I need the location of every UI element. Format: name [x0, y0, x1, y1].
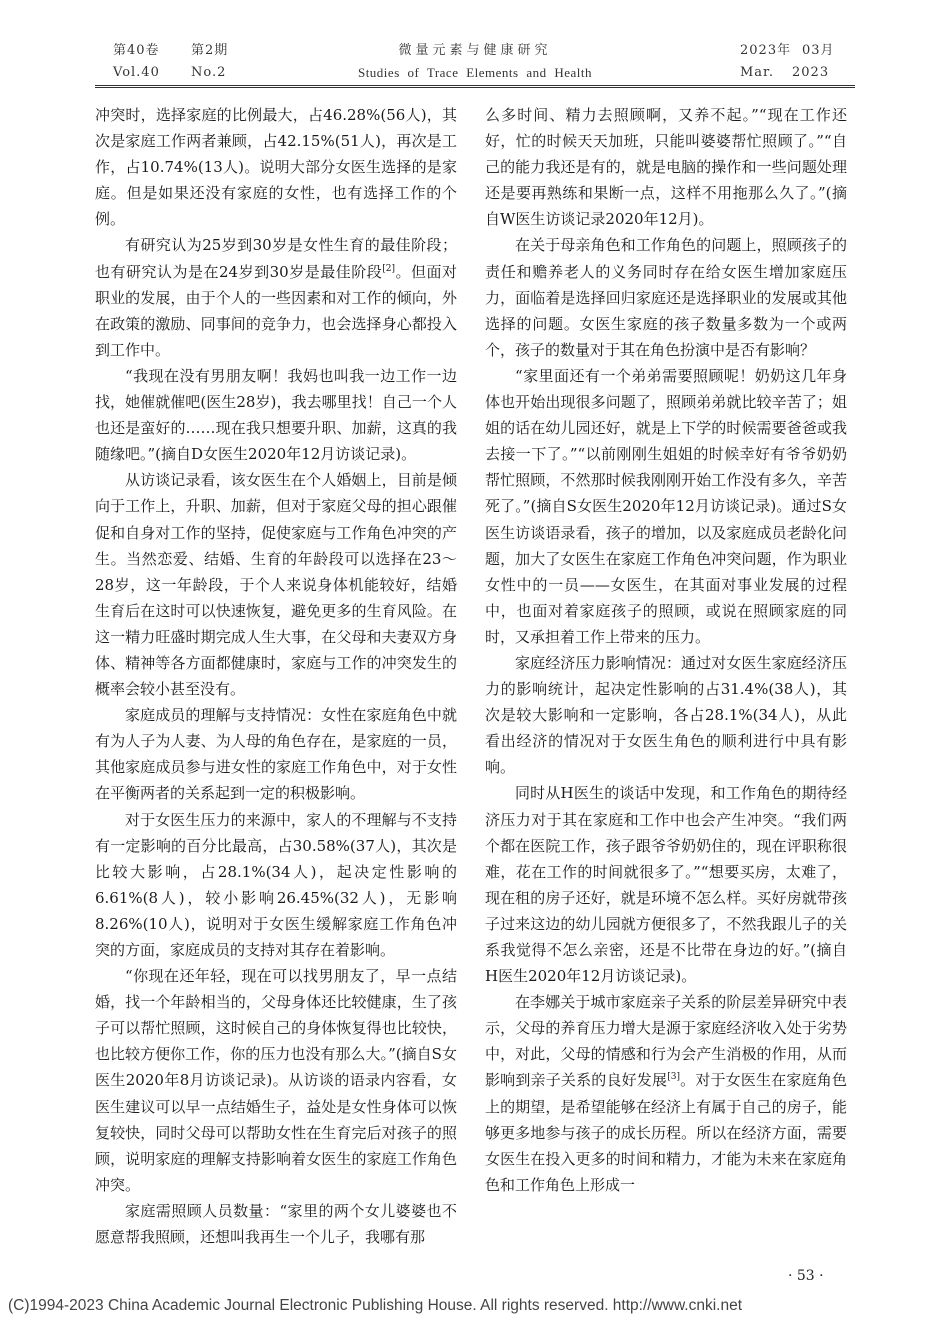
header-volume-issue — [113, 40, 313, 84]
header-rule-second — [95, 87, 855, 88]
paragraph — [485, 102, 847, 232]
header-date — [740, 40, 850, 84]
paragraph-text: 有研究认为25岁到30岁是女性生育的最佳阶段；也有研究认为是在24岁到30岁是最佳阶段 — [95, 236, 457, 281]
journal-title-cn: 微量元素与健康研究 — [398, 43, 552, 58]
paragraph — [95, 702, 457, 806]
paragraph-text: 在关于母亲角色和工作角色的问题上，照顾孩子的责任和赡养老人的义务同时存在给女医生增加家庭压力，面临着是选择回归家庭还是选择职业的发展或其他选择的问题。女医生家庭的孩子数量多数为一个或两个，孩子的数量对于其在角色扮演中是否有影响？ — [485, 236, 847, 359]
paragraph — [95, 807, 457, 964]
paragraph-text: 。对于女医生在家庭角色上的期望，是希望能够在经济上有属于自己的房子，能够更多地参与孩子的成长历程。所以在经济方面，需要女医生在投入更多的时间和精力，才能为未来在家庭角色和工作角色上形成一 — [485, 1071, 847, 1194]
paragraph — [485, 363, 847, 650]
citation-ref: [3] — [667, 1072, 680, 1083]
paragraph — [95, 1198, 457, 1250]
paragraph-text: “你现在还年轻，现在可以找男朋友了，早一点结婚，找一个年龄相当的，父母身体还比较健康，生了孩子可以帮忙照顾，这时候自己的身体恢复得也比较快，也比较方便你工作，你的压力也没有那么大。”(摘自S女医生2020年8月访谈记录)。从访谈的语录内容看，女医生建议可以早一点结婚生子，益处是女性身体可以恢复较快，同时父母可以帮助女性在生育完后对孩子的照顾，说明家庭的理解支持影响着女医生的家庭工作角色冲突。 — [95, 967, 457, 1194]
paragraph-text: 冲突时，选择家庭的比例最大，占46.28%(56人)，其次是家庭工作两者兼顾，占42.15%(51人)，再次是工作，占10.74%(13人)。说明大部分女医生选择的是家庭。但是如果还没有家庭的女性，也有选择工作的个例。 — [95, 106, 457, 229]
citation-ref: [2] — [382, 263, 395, 274]
issue-en: No.2 — [191, 65, 227, 80]
paragraph-text: 同时从H医生的谈话中发现，和工作角色的期待经济压力对于其在家庭和工作中也会产生冲突。“我们两个都在医院工作，孩子跟爷爷奶奶住的，现在评职称很难，花在工作的时间就很多了。”“想要买房，太难了，现在租的房子还好，就是环境不怎么样。买好房就带孩子过来这边的幼儿园就方便很多了，不然我跟儿子的关系我觉得不怎么亲密，还是不比带在身边的好。”(摘自H医生2020年12月访谈记录)。 — [485, 784, 847, 986]
paragraph — [95, 232, 457, 362]
header-rule — [95, 85, 855, 86]
paragraph-text: 么多时间、精力去照顾啊，又养不起。”“现在工作还好，忙的时候天天加班，只能叫婆婆帮忙照顾了。”“自己的能力我还是有的，就是电脑的操作和一些问题处理还是要再熟练和果断一点，这样不用拖那么久了。”(摘自W医生访谈记录2020年12月)。 — [485, 106, 847, 229]
copyright-footer: (C)1994-2023 China Academic Journal Electronic Publishing House. All rights reserved. http://www.cnki.net — [8, 1297, 743, 1314]
paragraph-text: 家庭经济压力影响情况：通过对女医生家庭经济压力的影响统计，起决定性影响的占31.4%(38人)，其次是较大影响和一定影响，各占28.1%(34人)，从此看出经济的情况对于女医生角色的顺利进行中具有影响。 — [485, 653, 847, 777]
paragraph — [95, 363, 457, 467]
paragraph — [95, 467, 457, 702]
paragraph-text: 对于女医生压力的来源中，家人的不理解与不支持有一定影响的百分比最高，占30.58%(37人)，其次是比较大影响，占28.1%(34人)，起决定性影响的6.61%(8人)，较小影响26.45%(32人)，无影响8.26%(10人)，说明对于女医生缓解家庭工作角色冲突的方面，家庭成员的支持对其存在着影响。 — [95, 810, 457, 959]
header-journal — [315, 40, 635, 84]
paragraph-text: 在李娜关于城市家庭亲子关系的阶层差异研究中表示，父母的养育压力增大是源于家庭经济收入处于劣势中，对此，父母的情感和行为会产生消极的作用，从而影响到亲子关系的良好发展 — [485, 993, 847, 1090]
paragraph-text: “家里面还有一个弟弟需要照顾呢！奶奶这几年身体也开始出现很多问题了，照顾弟弟就比较辛苦了；姐姐的话在幼儿园还好，就是上下学的时候需要爸爸或我去接一下了。”“以前刚刚生姐姐的时候幸好有爷爷奶奶帮忙照顾，不然那时候我刚刚开始工作没有多久，辛苦死了。”(摘自S女医生2020年12月访谈记录)。通过S女医生访谈语录看，孩子的增加，以及家庭成员老龄化问题，加大了女医生在家庭工作角色冲突问题，作为职业女性中的一员——女医生，在其面对事业发展的过程中，也面对着家庭孩子的照顾，或说在照顾家庭的同时，又承担着工作上带来的压力。 — [485, 366, 847, 646]
year-cn: 2023年 — [740, 43, 792, 58]
month-cn: 03月 — [802, 43, 835, 58]
left-column — [95, 102, 457, 1250]
paragraph-text: 家庭成员的理解与支持情况：女性在家庭角色中就有为人子为人妻、为人母的角色存在，是家庭的一员，其他家庭成员参与进女性的家庭工作角色中，对于女性在平衡两者的关系起到一定的积极影响。 — [95, 706, 457, 803]
paragraph — [95, 102, 457, 232]
paragraph — [95, 963, 457, 1198]
year-en: 2023 — [792, 65, 830, 80]
right-column — [485, 102, 847, 1198]
volume-cn: 第40卷 — [113, 43, 160, 58]
paragraph-text: 从访谈记录看，该女医生在个人婚姻上，目前是倾向于工作上，升职、加薪，但对于家庭父母的担心跟催促和自身对工作的坚持，促使家庭与工作角色冲突的产生。当然恋爱、结婚、生育的年龄段可以选择在23～28岁，这一年龄段，于个人来说身体机能较好，结婚生育后在这时可以快速恢复，避免更多的生育风险。在这一精力旺盛时期完成人生大事，在父母和夫妻双方身体、精神等各方面都健康时，家庭与工作的冲突发生的概率会较小甚至没有。 — [95, 471, 457, 699]
paragraph-text: 。但面对职业的发展，由于个人的一些因素和对工作的倾向，外在政策的激励、同事间的竞争力，也会选择身心都投入到工作中。 — [95, 262, 457, 359]
paragraph-text: “我现在没有男朋友啊！我妈也叫我一边工作一边找，她催就催吧(医生28岁)，我去哪里找！自己一个人也还是蛮好的……现在我只想要升职、加薪，这真的我随缘吧。”(摘自D女医生2020年12月访谈记录)。 — [95, 366, 457, 464]
paragraph — [485, 780, 847, 989]
page-number: · 53 · — [788, 1268, 824, 1284]
paragraph — [485, 650, 847, 780]
paragraph-text: 家庭需照顾人员数量：“家里的两个女儿婆婆也不愿意帮我照顾，还想叫我再生一个儿子，我哪有那 — [95, 1201, 457, 1247]
journal-title-en: Studies of Trace Elements and Health — [357, 65, 593, 80]
paragraph — [485, 989, 847, 1198]
issue-cn: 第2期 — [191, 43, 229, 58]
month-en: Mar. — [740, 65, 774, 80]
volume-en: Vol.40 — [113, 65, 160, 80]
paragraph — [485, 232, 847, 362]
